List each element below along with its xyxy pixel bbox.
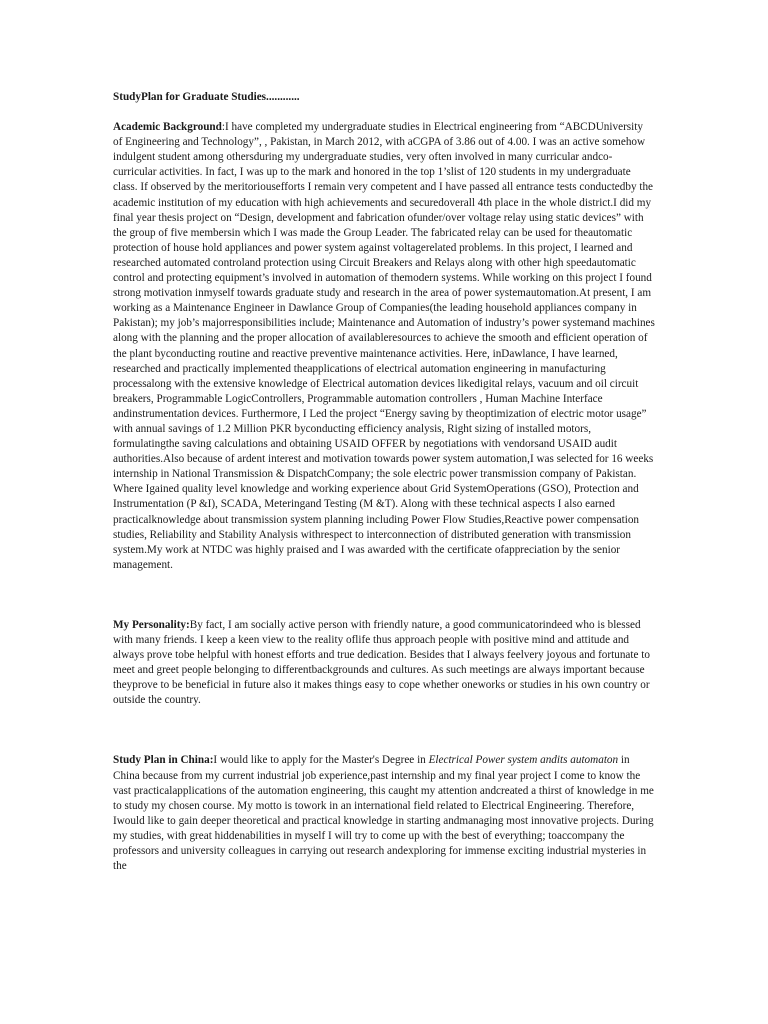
study-plan-china-section <box>113 753 655 874</box>
academic-background-text: I have completed my undergraduate studies in Electrical engineering from “ABCDUniversity of Engineering and Technology”, , Pakistan, in March 2012, with aCGPA of 3.86 out of 4.00. I was an active somehow indulgent student among othersduring my undergraduate studies, very often involved in many curricular andco-curricular activities. In fact, I was up to the mark and honored in the top 1’slist of 120 students in my undergraduate class. If observed by the meritoriousefforts I remain very competent and I have passed all entrance tests conductedby the academic institution of my education with high achievements and securedoverall 4th place in the whole district.I did my final year thesis project on “Design, development and fabrication ofunder/over voltage relay using static devices” with the group of five membersin which I was made the Group Leader. The fabricated relay can be used for theautomatic protection of house hold appliances and power system against voltagerelated problems. In this project, I learned and researched automated controland protection using Circuit Breakers and Relays along with other high speedautomatic control and protecting equipment’s involved in automation of themodern systems. While working on this project I found strong motivation inmyself towards graduate study and research in the area of power systemautomation.At present, I am working as a Maintenance Engineer in Dawlance Group of Companies(the leading household appliances company in Pakistan); my job’s majorresponsibilities include; Maintenance and Automation of industry’s power systemand machines along with the planning and the proper allocation of availableresources to achieve the smooth and efficient operation of the plant byconducting routine and reactive preventive maintenance activities. Here, inDawlance, I have learned, researched and practically implemented theapplications of electrical automation engineering in manufacturing processalong with the extensive knowledge of Electrical automation devices likedigital relays, vacuum and oil circuit breakers, Programmable LogicControllers, Programmable automation controllers , Human Machine Interface andinstrumentation devices. Furthermore, I Led the project “Energy saving by theoptimization of electric motor usage” with annual savings of 1.2 Million PKR byconducting efficiency analysis, Right sizing of installed motors, formulatingthe saving calculations and obtaining USAID OFFER by negotiations with vendorsand USAID audit authorities.Also because of ardent interest and motivation towards power system automation,I was selected for 16 weeks internship in National Transmission & DispatchCompany; the sole electric power transmission company of Pakistan. Where Igained quality level knowledge and working experience about Grid SystemOperations (GSO), Protection and Instrumentation (P &I), SCADA, Meteringand Testing (M &T). Along with these technical aspects I also earned practicalknowledge about transmission system planning including Power Flow Studies,Reactive power compensation studies, Reliability and Stability Analysis withrespect to interconnection of distributed generation with transmission system.My work at NTDC was highly praised and I was awarded with the certificate ofappreciation by the senior management. <box>113 121 655 571</box>
study-plan-china-course-name: Electrical Power system andits automaton <box>428 754 619 767</box>
study-plan-china-text-after: in China because from my current industrial job experience,past internship and my final year project I come to know the vast practicalapplications of the automation engineering, this caught my attention andcreated a thirst of knowledge in me to study my chosen course. My motto is towork in an international field related to Electrical Engineering. Therefore, Iwould like to gain deeper theoretical and practical knowledge in starting andmanaging most innovative projects. During my studies, with great hiddenabilities in myself I will try to come up with the best of everything; toaccompany the professors and university colleagues in carrying out research andexploring for immense exciting industrial mysteries in the <box>113 754 654 873</box>
academic-background-section: Academic Background:I have completed my undergraduate studies in Electrical engineering from “ABCDUniversity of Engineering and Technology”, , Pakistan, in March 2012, with aCGPA of 3.86 out of 4.00. I was an active somehow indulgent student among othersduring my undergraduate studies, very often involved in many curricular andco-curricular activities. In fact, I was up to the mark and honored in the top 1’slist of 120 students in my undergraduate class. If observed by the meritoriousefforts I remain very competent and I have passed all entrance tests conductedby the academic institution of my education with high achievements and securedoverall 4th place in the whole district.I did my final year thesis project on “Design, development and fabrication ofunder/over voltage relay using static devices” with the group of five membersin which I was made the Group Leader. The fabricated relay can be used for theautomatic protection of house hold appliances and power system against voltagerelated problems. In this project, I learned and researched automated controland protection using Circuit Breakers and Relays along with other high speedautomatic control and protecting equipment’s involved in automation of themodern systems. While working on this project I found strong motivation inmyself towards graduate study and research in the area of power systemautomation.At present, I am working as a Maintenance Engineer in Dawlance Group of Companies(the leading household appliances company in Pakistan); my job’s majorresponsibilities include; Maintenance and Automation of industry’s power systemand machines along with the planning and the proper allocation of availableresources to achieve the smooth and efficient operation of the plant byconducting routine and reactive preventive maintenance activities. Here, inDawlance, I have learned, researched and practically implemented theapplications of electrical automation engineering in manufacturing processalong with the extensive knowledge of Electrical automation devices likedigital relays, vacuum and oil circuit breakers, Programmable LogicControllers, Programmable automation controllers , Human Machine Interface andinstrumentation devices. Furthermore, I Led the project “Energy saving by theoptimization of electric motor usage” with annual savings of 1.2 Million PKR byconducting efficiency analysis, Right sizing of installed motors, formulatingthe saving calculations and obtaining USAID OFFER by negotiations with vendorsand USAID audit authorities.Also because of ardent interest and motivation towards power system automation,I was selected for 16 weeks internship in National Transmission & DispatchCompany; the sole electric power transmission company of Pakistan. Where Igained quality level knowledge and working experience about Grid SystemOperations (GSO), Protection and Instrumentation (P &I), SCADA, Meteringand Testing (M &T). Along with these technical aspects I also earned practicalknowledge about transmission system planning including Power Flow Studies,Reactive power compensation studies, Reliability and Stability Analysis withrespect to interconnection of distributed generation with transmission system.My work at NTDC was highly praised and I was awarded with the certificate ofappreciation by the senior management. <box>113 121 655 571</box>
study-plan-china-heading: Study Plan in China: <box>113 754 214 767</box>
document-page <box>113 90 655 874</box>
academic-background-heading: Academic Background <box>113 121 222 134</box>
study-plan-china-text-before: I would like to apply for the Master's Degree in <box>213 754 429 767</box>
personality-text: By fact, I am socially active person with friendly nature, a good communicatorindeed who is blessed with many friends. I keep a keen view to the reality oflife thus approach people with positive mind and attitude and always prove tobe helpful with honest efforts and true dedication. Besides that I always feelvery joyous and fortunate to meet and greet people belonging to differentbackgrounds and cultures. As such meetings are always important because theyprove to be beneficial in future also it makes things easy to cope whether oneworks or studies in his own country or outside the country. <box>113 618 650 707</box>
document-title: StudyPlan for Graduate Studies............ <box>113 91 300 103</box>
personality-heading: My Personality: <box>113 618 190 631</box>
personality-section <box>113 618 655 709</box>
